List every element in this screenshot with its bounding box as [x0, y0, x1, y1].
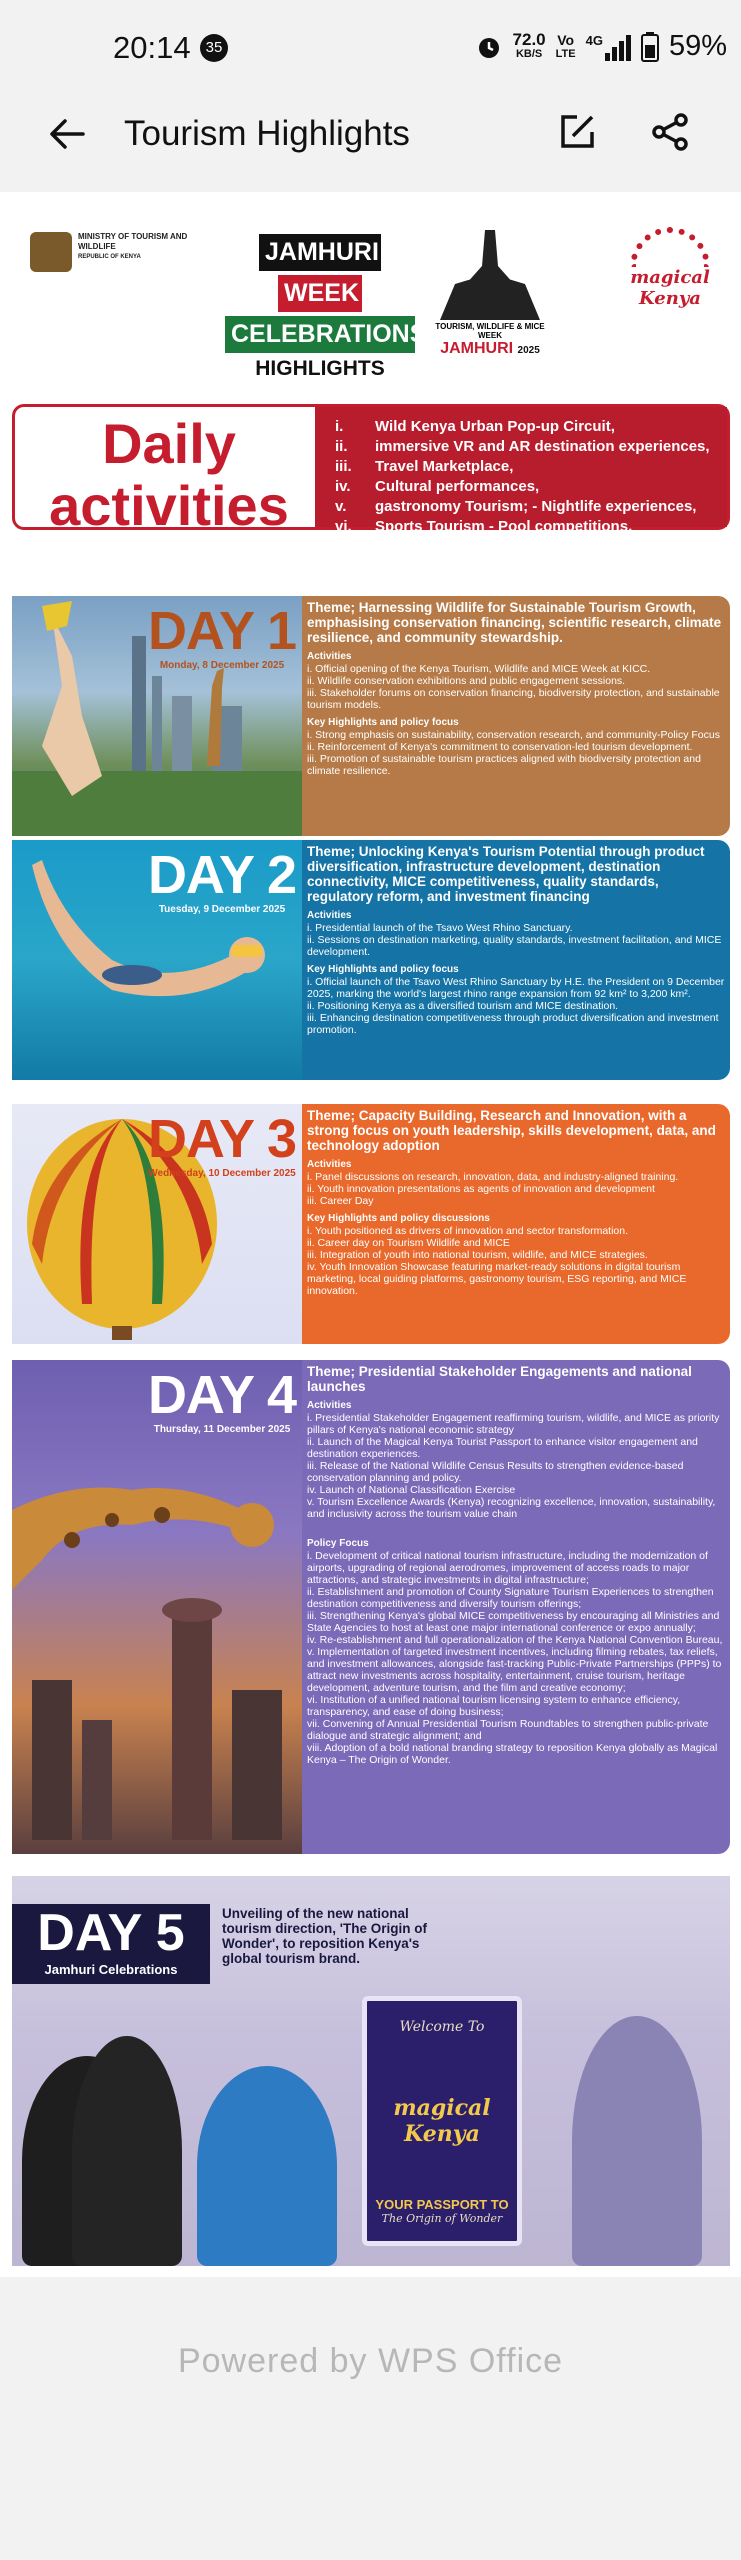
- status-icons: [475, 30, 727, 63]
- day2-title: DAY 2: [147, 845, 297, 905]
- logo-arc-icon: [630, 227, 710, 267]
- list-item: iv. Cultural performances,: [335, 478, 540, 495]
- signal-icon: 4G: [586, 33, 631, 61]
- daily-activities-panel: [12, 404, 730, 555]
- ministry-logo: MINISTRY OF TOURISM AND WILDLIFE REPUBLIC OF KENYA: [30, 232, 188, 272]
- list-item: iii. Travel Marketplace,: [335, 458, 514, 475]
- day4-panel: [12, 1360, 730, 1854]
- day2-panel: [12, 840, 730, 1080]
- page-title: Tourism Highlights: [124, 114, 410, 153]
- list-item: v. gastronomy Tourism; - Nightlife experiences,: [335, 498, 697, 515]
- jamhuri-week-logo: JAMHURI WEEK CELEBRATIONS HIGHLIGHTS: [225, 230, 415, 381]
- back-arrow-icon[interactable]: [45, 112, 89, 156]
- twm-week-logo: TOURISM, WILDLIFE & MICE WEEK JAMHURI 2025: [430, 230, 550, 358]
- status-bar: [0, 0, 741, 72]
- day4-title: DAY 4: [147, 1365, 297, 1425]
- day2-date: Tuesday, 9 December 2025: [158, 904, 286, 915]
- day5-panel: [12, 1876, 730, 2266]
- coat-of-arms-icon: [30, 232, 72, 272]
- network-speed: 72.0 KB/S: [512, 29, 546, 60]
- list-item: ii. immersive VR and AR destination experiences,: [335, 438, 710, 455]
- day5-date: Jamhuri Celebrations: [44, 1962, 178, 1977]
- daily-activities-list: [315, 407, 727, 555]
- volte-indicator: Vo LTE: [555, 31, 576, 60]
- list-item: vi. Sports Tourism - Pool competitions,: [335, 518, 633, 535]
- status-time: 20:14: [113, 30, 191, 65]
- battery-percent: 59%: [668, 30, 727, 62]
- alarm-icon: [475, 33, 503, 61]
- day2-content: Theme; Unlocking Kenya's Tourism Potential through product diversification, infrastructure development, destination connectivity, MICE competitiveness, quality standards, regulatory reform, and investment financing Activities i. Presidential launch of the Tsavo West Rhino Sanctuary. ii. Sessions on destination marketing, quality standards, investment facilitation, and MICE development. Key Highlights and policy focus i. Official launch of the Tsavo West Rhino Sanctuary by H.E. the President on 9 December 2025, marking the world's largest rhino range expansion from 92 km² to 3,200 km². ii. Positioning Kenya as a diversified tourism and MICE destination. iii. Enhancing destination competitiveness through product diversification and investment promotion.: [307, 844, 725, 1036]
- day3-panel: [12, 1104, 730, 1344]
- app-bar: [0, 72, 741, 192]
- day1-date: Monday, 8 December 2025: [159, 660, 285, 671]
- day1-content: Theme; Harnessing Wildlife for Sustainable Tourism Growth, emphasising conservation financing, scientific research, climate resilience, and community stewardship. Activities i. Official opening of the Kenya Tourism, Wildlife and MICE Week at KICC. ii. Wildlife conservation exhibitions and public engagement sessions. iii. Stakeholder forums on conservation financing, biodiversity protection, and sustainable tourism models. Key Highlights and policy focus i. Strong emphasis on sustainability, conservation research, and community-Policy Focus ii. Reinforcement of Kenya's commitment to conservation-led tourism development. iii. Promotion of sustainable tourism practices aligned with biodiversity protection and climate resilience.: [307, 600, 722, 777]
- footer: [0, 2277, 741, 2560]
- passport-board: Welcome To magical Kenya YOUR PASSPORT TO The Origin of Wonder: [362, 1996, 522, 2246]
- day3-content: Theme; Capacity Building, Research and Innovation, with a strong focus on youth leadership, skills development, data, and technology adoption Activities i. Panel discussions on research, innovation, data, and industry-aligned training. ii. Youth innovation presentations as agents of innovation and development iii. Career Day Key Highlights and policy discussions i. Youth positioned as drivers of innovation and sector transformation. ii. Career day on Tourism Wildlife and MICE iii. Integration of youth into national tourism, wildlife, and MICE strategies. iv. Youth Innovation Showcase featuring market-ready solutions in digital tourism marketing, local guiding platforms, gastronomy tourism, ESG reporting, and MICE innovation.: [307, 1108, 716, 1297]
- day4-content: Theme; Presidential Stakeholder Engagements and national launches Activities i. Presidential Stakeholder Engagement reaffirming tourism, wildlife, and MICE as priority pillars of Kenya's national economic strategy ii. Launch of the Magical Kenya Tourist Passport to enhance visitor engagement and destination experiences. iii. Release of the National Wildlife Census Results to strengthen evidence-based conservation planning and policy. iv. Launch of National Classification Exercise v. Tourism Excellence Awards (Kenya) recognizing excellence, innovation, sustainability, and inclusivity across the tourism value chain Policy Focus i. Development of critical national tourism infrastructure, including the modernization of airports, upgrading of regional aerodromes, improvement of access roads to major attractions, and strategic investments in digital infrastructure; ii. Establishment and promotion of County Signature Tourism Experiences to strengthen destination competitiveness and diversify tourism offerings; iii. Strengthening Kenya's global MICE competitiveness by encouraging all Ministries and State Agencies to host at least one major international conference or expo annually; iv. Re-establishment and full operationalization of the Kenya National Convention Bureau, v. Implementation of targeted investment incentives, including filming rebates, tax reliefs, and investment allowances, alongside fast-tracking Public-Private Partnerships (PPPs) to attract new investments across hospitality, entertainment, cruise tourism, heritage development, adventure tourism, and the film and creative economy; vi. Institution of a unified national tourism licensing system to enhance efficiency, transparency, and ease of doing business; vii. Convening of Annual Presidential Tourism Roundtables to strengthen public-private dialogue and strategic alignment; and viii. Adoption of a bold national branding strategy to reposition Kenya globally as Magical Kenya – The Origin of Wonder.: [307, 1364, 723, 1766]
- document-view[interactable]: [0, 192, 741, 2277]
- list-item: i. Wild Kenya Urban Pop-up Circuit,: [335, 418, 615, 435]
- wildlife-skyline-icon: [440, 230, 540, 320]
- day5-title: DAY 5: [37, 1904, 185, 1962]
- share-icon[interactable]: [650, 112, 690, 152]
- poster-header: [0, 192, 741, 392]
- day5-banner: [12, 1904, 210, 1984]
- edit-icon[interactable]: [557, 112, 597, 152]
- battery-icon: [641, 32, 659, 62]
- list-item: vii. Talanta Mtaani Competitions: [335, 538, 579, 555]
- day1-title: DAY 1: [147, 601, 297, 661]
- notification-count-badge: 35: [200, 34, 228, 62]
- day1-panel: [12, 596, 730, 836]
- day5-description: Unveiling of the new national tourism direction, 'The Origin of Wonder', to reposition Kenya's global tourism brand.: [222, 1906, 427, 1966]
- day4-date: Thursday, 11 December 2025: [153, 1424, 291, 1435]
- day3-date: Wednesday, 10 December 2025: [148, 1168, 296, 1179]
- magical-kenya-logo: magical Kenya: [620, 227, 720, 309]
- day3-title: DAY 3: [147, 1109, 297, 1169]
- powered-by-label: Powered by WPS Office: [177, 2342, 564, 2380]
- daily-activities-label: Daily activities: [49, 412, 289, 537]
